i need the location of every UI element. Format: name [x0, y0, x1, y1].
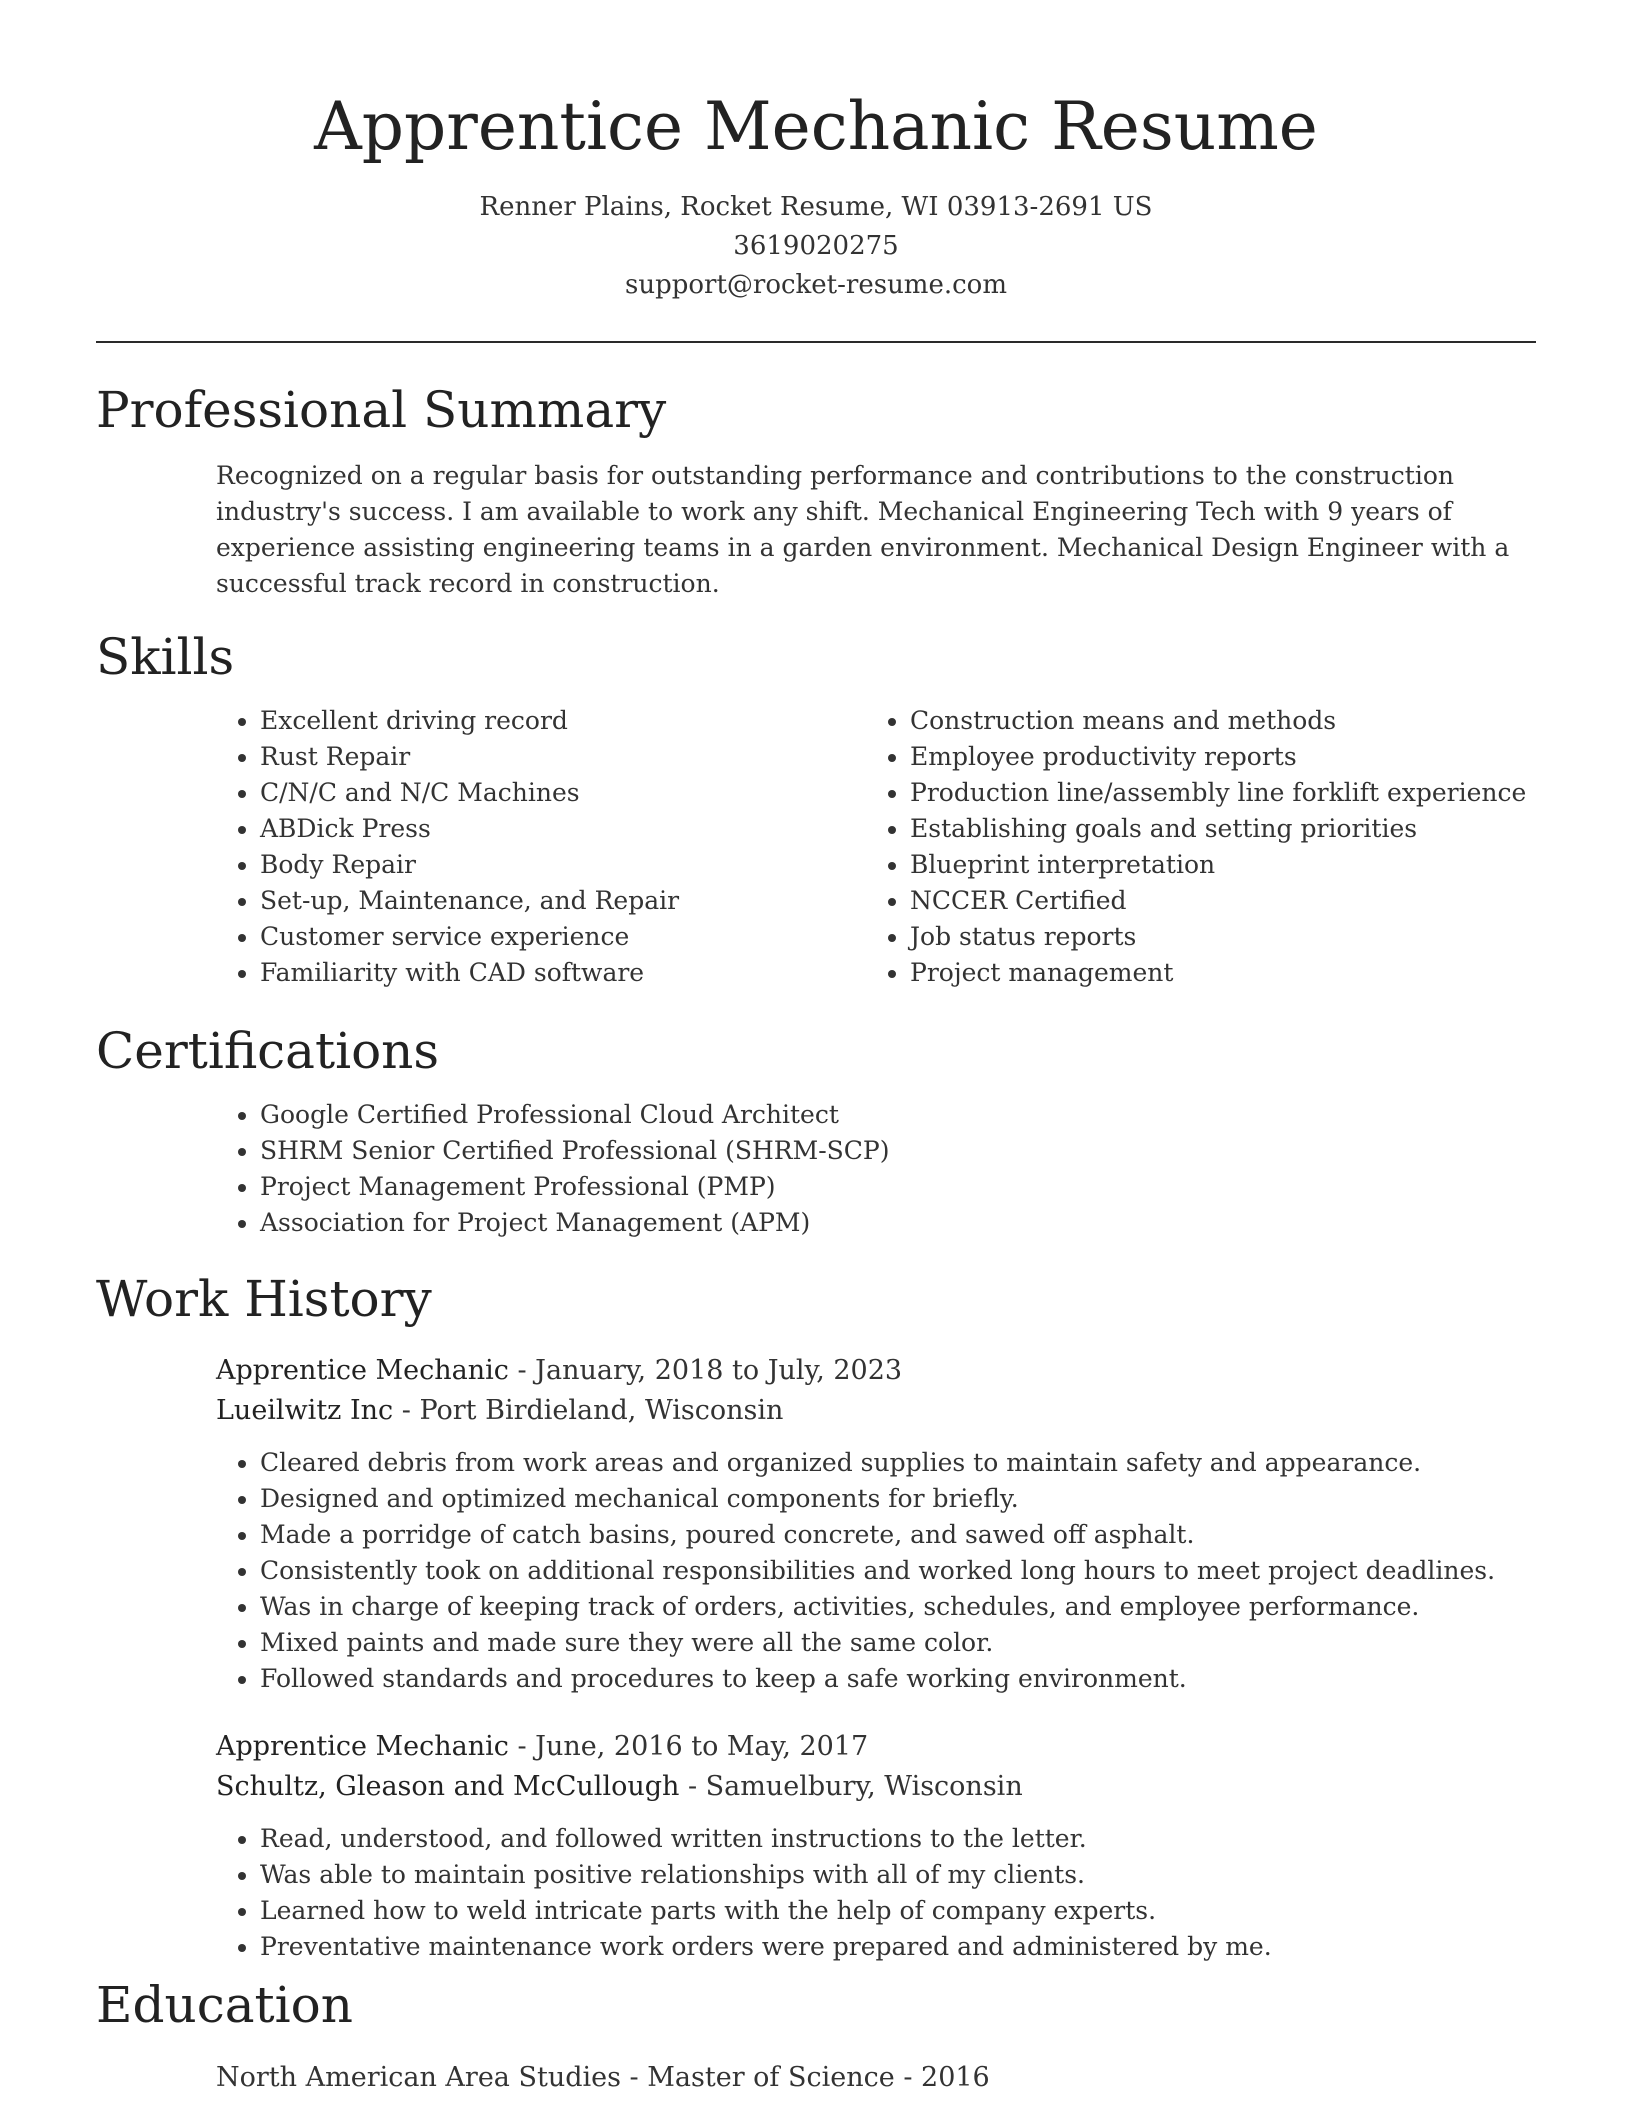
duty-item: • Was in charge of keeping track of orders, activities, schedules, and employee performance.: [260, 1589, 1495, 1625]
header-divider: [96, 341, 1536, 343]
job-1-company-line: [216, 1391, 783, 1431]
skill-item: • ABDick Press: [260, 811, 679, 847]
skill-item: • Construction means and methods: [910, 703, 1526, 739]
certification-item: • Association for Project Management (APM): [260, 1205, 890, 1241]
skill-item: • Customer service experience: [260, 919, 679, 955]
resume-header: [0, 0, 1632, 305]
skill-item: • Excellent driving record: [260, 703, 679, 739]
job-1-duties: [216, 1445, 1495, 1697]
certifications-heading: Certifications: [96, 1022, 440, 1080]
job-location: - Port Birdieland, Wisconsin: [393, 1395, 784, 1426]
skill-item: • NCCER Certified: [910, 883, 1526, 919]
education-entry: North American Area Studies - Master of Science - 2016: [216, 2062, 990, 2093]
duty-item: • Made a porridge of catch basins, poured concrete, and sawed off asphalt.: [260, 1517, 1495, 1553]
duty-item: • Designed and optimized mechanical components for briefly.: [260, 1481, 1495, 1517]
certification-item: • SHRM Senior Certified Professional (SHRM-SCP): [260, 1133, 890, 1169]
skill-item: • Body Repair: [260, 847, 679, 883]
job-company: Schultz, Gleason and McCullough: [216, 1771, 680, 1802]
duty-item: • Learned how to weld intricate parts with the help of company experts.: [260, 1893, 1272, 1929]
skill-item: • Rust Repair: [260, 739, 679, 775]
skill-item: • Project management: [910, 955, 1526, 991]
duty-item: • Read, understood, and followed written instructions to the letter.: [260, 1821, 1272, 1857]
skills-list-left: [216, 703, 679, 991]
skill-item: • Set-up, Maintenance, and Repair: [260, 883, 679, 919]
job-2-title-line: [216, 1727, 868, 1767]
certification-item: • Project Management Professional (PMP): [260, 1169, 890, 1205]
certifications-list: [216, 1097, 890, 1241]
summary-heading: Professional Summary: [96, 381, 667, 439]
contact-info: [0, 188, 1632, 305]
duty-item: • Followed standards and procedures to keep a safe working environment.: [260, 1661, 1495, 1697]
skill-item: • Production line/assembly line forklift experience: [910, 775, 1526, 811]
skill-item: • Establishing goals and setting priorities: [910, 811, 1526, 847]
education-heading: Education: [96, 1976, 353, 2034]
summary-text: Recognized on a regular basis for outstanding performance and contributions to the construction industry's success. I am available to work any shift. Mechanical Engineering Tech with 9 years of experience assisting engineering teams in a garden environment. Mechanical Design Engineer with a successful track record in construction.: [216, 461, 1510, 598]
skill-item: • Job status reports: [910, 919, 1526, 955]
job-1-title-line: [216, 1351, 902, 1391]
duty-item: • Mixed paints and made sure they were all the same color.: [260, 1625, 1495, 1661]
job-company: Lueilwitz Inc: [216, 1395, 394, 1426]
contact-address: Renner Plains, Rocket Resume, WI 03913-2691 US: [479, 192, 1153, 222]
contact-phone: 3619020275: [733, 231, 899, 261]
certification-item: • Google Certified Professional Cloud Architect: [260, 1097, 890, 1133]
job-title: Apprentice Mechanic: [216, 1355, 509, 1386]
skills-list-right: [866, 703, 1526, 991]
job-title: Apprentice Mechanic: [216, 1731, 509, 1762]
job-dates: - June, 2016 to May, 2017: [508, 1731, 869, 1762]
skill-item: • C/N/C and N/C Machines: [260, 775, 679, 811]
skill-item: • Blueprint interpretation: [910, 847, 1526, 883]
duty-item: • Consistently took on additional responsibilities and worked long hours to meet project deadlines.: [260, 1553, 1495, 1589]
job-2-company-line: [216, 1767, 1023, 1807]
duty-item: • Cleared debris from work areas and organized supplies to maintain safety and appearance.: [260, 1445, 1495, 1481]
skills-heading: Skills: [96, 628, 235, 686]
skill-item: • Familiarity with CAD software: [260, 955, 679, 991]
job-dates: - January, 2018 to July, 2023: [508, 1355, 903, 1386]
duty-item: • Was able to maintain positive relationships with all of my clients.: [260, 1857, 1272, 1893]
contact-email: support@rocket-resume.com: [624, 270, 1007, 300]
work-history-heading: Work History: [96, 1270, 432, 1328]
job-2-duties: [216, 1821, 1272, 1965]
duty-item: • Preventative maintenance work orders were prepared and administered by me.: [260, 1929, 1272, 1965]
resume-title: Apprentice Mechanic Resume: [314, 88, 1318, 165]
skill-item: • Employee productivity reports: [910, 739, 1526, 775]
job-location: - Samuelbury, Wisconsin: [679, 1771, 1023, 1802]
